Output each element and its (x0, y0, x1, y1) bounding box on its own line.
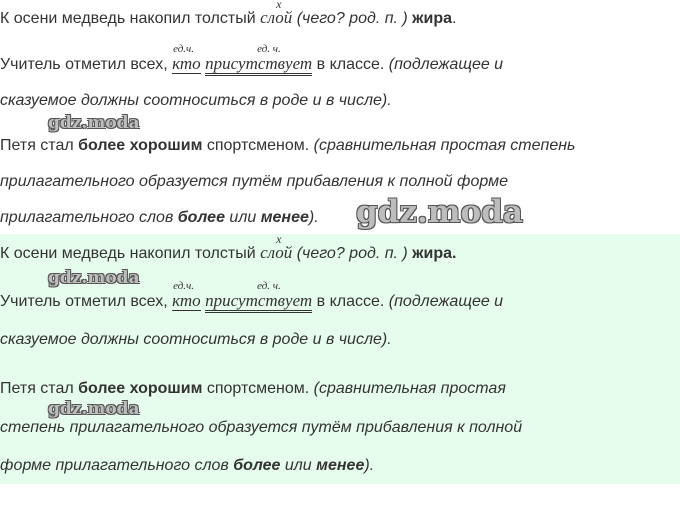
bold-word: более (177, 209, 225, 226)
sentence-1-b (0, 232, 457, 264)
sentence-2-cont (0, 91, 392, 111)
bold-word: жира (407, 10, 453, 27)
text: Петя стал (0, 137, 79, 154)
rule-note: ). (308, 209, 319, 226)
sentence-2-b (0, 280, 504, 312)
text: спортсменом. (202, 380, 314, 397)
sentence-2-b-cont (0, 330, 392, 350)
rule-note: (сравнительная простая (313, 380, 506, 397)
text: Петя стал (0, 380, 79, 397)
rule-note: сказуемое должны соотноситься в роде и в числе). (0, 331, 392, 348)
bold-phrase: более хорошим (78, 137, 203, 154)
rule-note: (сравнительная простая степень (313, 137, 576, 154)
sentence-1 (0, 0, 457, 29)
subject-underlined: кто (172, 54, 201, 73)
watermark-logo-large: gdz.moda (356, 194, 523, 230)
rule-note: прилагательного образуется путём прибавления к полной форме (0, 173, 508, 190)
rule-note: (подлежащее и (388, 56, 504, 73)
rule-note: прилагательного слов (0, 209, 178, 226)
bold-word: жира. (407, 245, 457, 262)
text: Учитель отметил всех, (0, 56, 173, 73)
sentence-3-b (0, 379, 506, 399)
text: в классе. (312, 293, 389, 310)
subject-underlined: кто (172, 291, 201, 310)
bold-word: менее (260, 209, 309, 226)
number-note: ед. ч. (257, 280, 281, 292)
text: в классе. (312, 56, 389, 73)
sentence-3-cont-2 (0, 208, 319, 228)
x-mark: х (276, 232, 282, 246)
rule-note: или (280, 457, 317, 474)
bold-phrase: более хорошим (78, 380, 203, 397)
watermark-logo: gdz.moda (48, 399, 140, 419)
predicate-underlined: присутствует (205, 291, 312, 313)
predicate-underlined: присутствует (205, 54, 312, 76)
text: спортсменом. (202, 137, 314, 154)
text: Учитель отметил всех, (0, 293, 173, 310)
number-note: ед.ч. (173, 43, 195, 55)
subject-word: слой (260, 243, 293, 262)
sentence-3 (0, 136, 575, 156)
sentence-2 (0, 43, 504, 75)
subject-word: слой (260, 8, 293, 27)
sentence-3-b-cont (0, 418, 522, 438)
rule-note: форме прилагательного слов (0, 457, 234, 474)
text: . (452, 10, 457, 27)
number-note: ед.ч. (173, 280, 195, 292)
rule-note: или (224, 209, 261, 226)
bold-word: более (233, 457, 281, 474)
x-mark: х (276, 0, 282, 11)
question-note: (чего? род. п. ) (292, 245, 408, 262)
rule-note: ). (364, 457, 375, 474)
sentence-3-b-cont-2 (0, 456, 374, 476)
watermark-logo: gdz.moda (48, 113, 140, 133)
text: К осени медведь накопил толстый (0, 245, 261, 262)
watermark-logo: gdz.moda (48, 268, 140, 288)
bold-word: менее (316, 457, 365, 474)
number-note: ед. ч. (257, 43, 281, 55)
sentence-3-cont (0, 172, 508, 192)
rule-note: (подлежащее и (388, 293, 504, 310)
text: К осени медведь накопил толстый (0, 10, 261, 27)
rule-note: степень прилагательного образуется путём прибавления к полной (0, 419, 523, 436)
question-note: (чего? род. п. ) (292, 10, 408, 27)
rule-note: сказуемое должны соотноситься в роде и в числе). (0, 92, 392, 109)
